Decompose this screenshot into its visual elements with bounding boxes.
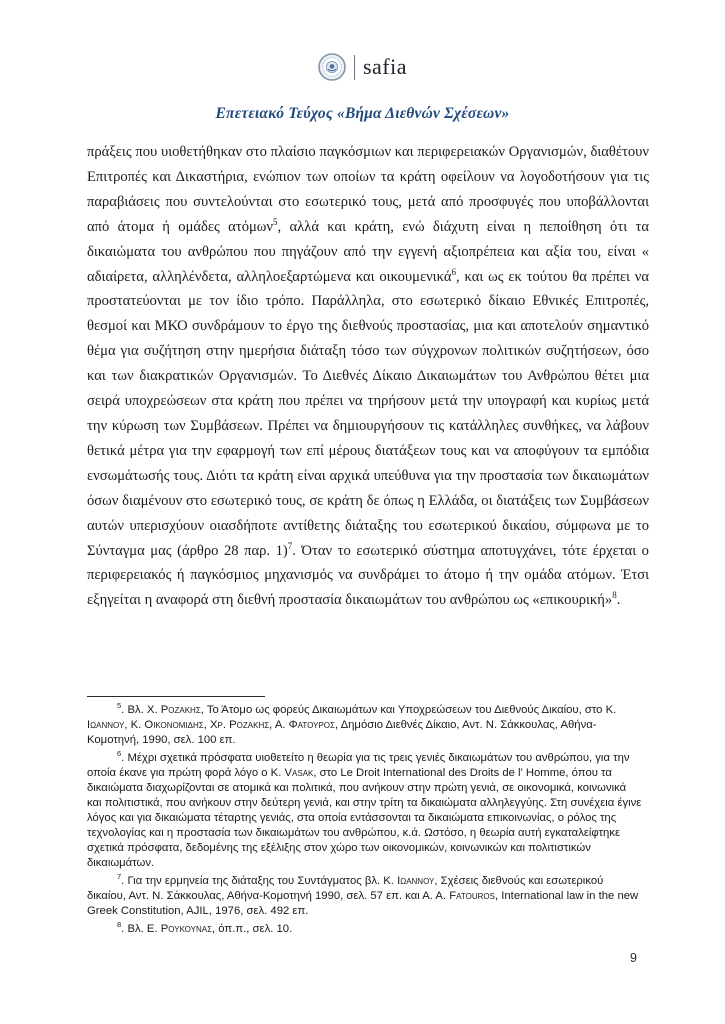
text-run: , [203,719,210,731]
text-run: , και ως εκ τούτου θα πρέπει να προστατεύονται με τον ίδιο τρόπο. Παράλληλα, στο εσωτερικό δίκαιο Εθνικές Επιτροπές, θεσμοί και ΜΚΟ συνδράμουν το έργο της διεθνούς προστασίας, μια και αποτελούν σημαντικό θέμα για συζήτηση στην ημερήσια διάταξη τόσο των σύγχρονων πολιτικών συζητήσεων, όσο και των διακρατικών Οργανισμών. Το Διεθνές Δίκαιο Δικαιωμάτων του Ανθρώπου θέτει μια σειρά υποχρεώσεων στα κράτη που πρέπει να τηρήσουν μετά την υπογραφή και κυρίως μετά την κύρωση των Συμβάσεων. Πρέπει να δημιουργήσουν τις κατάλληλες συνθήκες, να λάβουν θετικά μέτρα για την εφαρμογή των επί μέρους διατάξεων τους και να αποφύγουν τα εμπόδια ενσωμάτωσής τους. Διότι τα κράτη είναι αρχικά υπεύθυνα για την προστασία των δικαιωμάτων όσων διαμένουν στο εσωτερικό τους, σε κράτη δε όπως η Ελλάδα, οι διατάξεις των Συμβάσεων αυτών υπερισχύουν οιασδήποτε αντίθετης διάταξης του εσωτερικού δικαίου, σύμφωνα με το Σύνταγμα μας (άρθρο 28 παρ. 1) [87,268,649,559]
footnote-ref: 7 [287,540,293,551]
text-run: . Μέχρι σχετικά πρόσφατα υιοθετείτο η θεωρία για τις τρεις γενιές δικαιωμάτων του ανθρώπου, για την οποία έκανε για πρώτη φορά λόγο ο Κ. [87,752,630,779]
text-run: , Α. [269,719,289,731]
smallcaps-name: Ιωαννου [87,719,125,731]
footnote-ref: 8 [612,590,617,601]
text-run: , Το Άτομο ως φορεύς Δικαιωμάτων και Υποχρεώσεων του Διεθνούς Δικαίου, στο Κ. [200,704,617,716]
page-title: Επετειακό Τεύχος «Βήμα Διεθνών Σχέσεων» [215,105,510,122]
footnote-ref: 6 [451,266,456,277]
safia-seal-icon [318,53,346,81]
text-run: . [616,592,621,609]
text-run: . Όταν το εσωτερικό σύστημα αποτυγχάνει, τότε έρχεται ο περιφερειακός ή παγκόσμιος μηχανισμός να συνδράμει το άτομο ή την ομάδα ατόμων. Έτσι εξηγείται η αναφορά στη διεθνή προστασία δικαιωμάτων του ανθρώπου ως «επικουρική» [87,542,649,609]
footnote-item-6 [87,751,642,871]
smallcaps-name: Φατουρος [288,719,335,731]
footnote-item-7 [87,874,642,919]
footnote-separator [87,696,265,697]
footnote-ref: 6 [117,749,122,759]
smallcaps-name: Χρ. [209,719,226,731]
text-run: , International law in the new Greek Constitution, AJIL, 1976, σελ. 492 επ. [87,890,639,917]
smallcaps-name: Vasak [284,767,314,779]
text-run: . Βλ. Χ. [121,704,161,716]
footnote-item-5 [87,703,642,748]
smallcaps-name: Οικονομιδης [144,719,204,731]
logo-text: safia [362,54,408,79]
header-logo [0,53,725,81]
text-run: . Για την ερμηνεία της διάταξης του Συντάγματος βλ. Κ. [121,875,398,887]
text-run: , Σχέσεις διεθνούς και εσωτερικού δικαίου, Αντ. Ν. Σάκκουλας, Αθήνα-Κομοτηνή 1990, σελ. 57 επ. και Α. Α. [87,875,604,902]
smallcaps-name: Ρουκουνας [160,923,213,935]
text-run: πράξεις που υιοθετήθηκαν στο πλαίσιο παγκόσμιων και περιφερειακών Οργανισμών, διαθέτουν Επιτροπές και Δικαστήρια, ενώπιον των οποίων τα κράτη οφείλουν να λογοδοτήσουν για τις παραβιάσεις που συντελούνται στο εσωτερικό τους, μετά από προσφυγές που υποβάλλονται από άτομα ή ομάδες ατόμων [87,144,649,235]
smallcaps-name: Ιωαννου [397,875,435,887]
smallcaps-name: Fatouros [449,890,495,902]
footnote-item-8 [87,922,642,937]
body-paragraph [87,140,649,613]
text-run: , αλλά και κράτη, ενώ διάχυτη είναι η πεποίθηση ότι τα δικαιώματα του ανθρώπου που πηγάζουν από την εγγενή αξιοπρέπεια και αξία του, είναι « αδιαίρετα, αλληλένδετα, αλληλοεξαρτώμενα και οικουμενικά [87,218,649,285]
text-run: . Βλ. Ε. [121,923,161,935]
text-run: , Δημόσιο Διεθνές Δίκαιο, Αντ. Ν. Σάκκουλας, Αθήνα-Κομοτηνή, 1990, σελ. 100 επ. [87,719,597,746]
smallcaps-name: Ροζακης [160,704,201,716]
footnote-ref: 7 [117,872,122,882]
logo-divider [354,55,355,80]
text-run: , στο Le Droit International des Droits de l' Homme, όπου τα δικαιώματα διαχωρίζονται σε ατομικά και πολιτικά, που ανήκουν στην πρώτη γενιά, σε οικονομικά, κοινωνικά και πολιτιστικά, που ανήκουν στην δεύτερη γενιά, και στην τρίτη τα δικαιώματα αλληλεγγύης. Στη συνέχεια έγινε λόγος και για δικαιώματα τέταρτης γενιάς, στα οποία εντάσσονται τα δικαιώματα επικοινωνίας, ο ρόλος της τεχνολογίας και η προστασία των δικαιωμάτων του ανθρώπου, κ.ά. Ωστόσο, η θεωρία αυτή εγκαταλείφτηκε σχετικά πρόσφατα, δεδομένης της εξέλιξης στον χώρο των οικονομικών, κοινωνικών και πολιτιστικών δικαιωμάτων. [87,767,642,869]
page-number: 9 [630,951,637,965]
text-run: , Κ. [124,719,145,731]
smallcaps-name: Ροζακης [229,719,270,731]
footnote-ref: 5 [117,701,122,711]
footnotes-section [87,703,642,940]
text-run: , όπ.π., σελ. 10. [212,923,293,935]
footnote-ref: 8 [117,920,122,930]
footnote-ref: 5 [273,216,278,227]
